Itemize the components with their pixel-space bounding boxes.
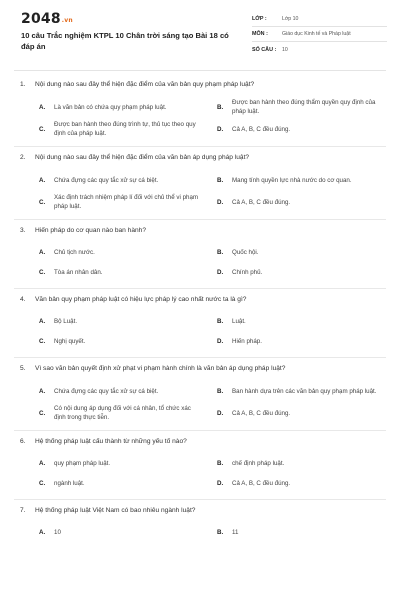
answer-option[interactable] xyxy=(217,262,395,282)
question-text xyxy=(20,80,386,96)
answer-options xyxy=(39,380,386,424)
question-text xyxy=(20,226,386,242)
question-block xyxy=(0,506,400,542)
question-text xyxy=(20,437,386,453)
question-prompt: Văn bản quy phạm pháp luật có hiệu lực pháp lý cao nhất nước ta là gì? xyxy=(35,296,247,303)
answer-option[interactable] xyxy=(39,331,217,351)
option-letter: D. xyxy=(217,198,224,206)
option-letter: A. xyxy=(39,248,46,256)
question-prompt: Nội dung nào sau đây thể hiện đặc điểm của văn bản áp dụng pháp luật? xyxy=(35,154,250,161)
option-text: Luật. xyxy=(232,317,246,325)
option-letter: C. xyxy=(39,409,46,417)
option-text: Cả A, B, C đều đúng. xyxy=(232,479,291,487)
answer-option[interactable] xyxy=(217,331,395,351)
question-number: 6. xyxy=(20,438,26,445)
answer-option[interactable] xyxy=(217,522,395,542)
answer-option[interactable] xyxy=(39,191,217,213)
option-text: Là văn bản có chứa quy phạm pháp luật. xyxy=(54,103,167,111)
question-prompt: Nội dung nào sau đây thể hiện đặc điểm của văn bản quy phạm pháp luật? xyxy=(35,81,255,88)
question-prompt: Hệ thống pháp luật Việt Nam có bao nhiêu ngành luật? xyxy=(35,507,196,514)
meta-key: LỚP : xyxy=(252,16,267,22)
answer-option[interactable] xyxy=(39,242,217,262)
question-block xyxy=(0,437,400,493)
option-text: Mang tính quyền lực nhà nước do cơ quan. xyxy=(232,176,352,184)
question-block xyxy=(0,80,400,140)
option-letter: D. xyxy=(217,125,224,133)
page-title: 10 câu Trắc nghiệm KTPL 10 Chân trời sáng tạo Bài 18 có đáp án xyxy=(21,31,229,51)
option-text: chế định pháp luật. xyxy=(232,459,285,467)
option-text: Cả A, B, C đều đúng. xyxy=(232,125,291,133)
meta-row-question-count xyxy=(252,42,387,57)
answer-options xyxy=(39,311,386,351)
answer-option[interactable] xyxy=(217,311,395,331)
option-letter: C. xyxy=(39,337,46,345)
option-text: Có nội dung áp dụng đối với cá nhân, tổ chức xác định trong thực tiễn. xyxy=(54,405,191,421)
answer-option[interactable] xyxy=(217,453,395,473)
option-letter: A. xyxy=(39,103,46,111)
option-letter: D. xyxy=(217,409,224,417)
answer-option[interactable] xyxy=(39,453,217,473)
question-block xyxy=(0,295,400,351)
option-text: Tòa án nhân dân. xyxy=(54,268,103,276)
option-letter: A. xyxy=(39,387,46,395)
answer-option[interactable] xyxy=(39,402,217,424)
answer-option[interactable] xyxy=(217,118,395,140)
question-number: 2. xyxy=(20,154,26,161)
question-divider xyxy=(14,288,386,289)
option-letter: C. xyxy=(39,479,46,487)
question-number: 3. xyxy=(20,227,26,234)
answer-options xyxy=(39,242,386,282)
option-text: Cả A, B, C đều đúng. xyxy=(232,409,291,417)
meta-key: MÔN : xyxy=(252,31,268,37)
option-letter: A. xyxy=(39,528,46,536)
option-letter: B. xyxy=(217,176,224,184)
option-letter: A. xyxy=(39,317,46,325)
answer-option[interactable] xyxy=(39,380,217,402)
option-letter: C. xyxy=(39,125,46,133)
answer-option[interactable] xyxy=(39,262,217,282)
option-letter: B. xyxy=(217,387,224,395)
option-text: 11 xyxy=(232,528,239,536)
option-text: Ban hành dựa trên các văn bản quy phạm pháp luật. xyxy=(232,387,377,395)
question-block xyxy=(0,153,400,213)
meta-value: Giáo dục Kinh tế và Pháp luật xyxy=(282,31,351,37)
answer-option[interactable] xyxy=(217,191,395,213)
question-text xyxy=(20,364,386,380)
answer-option[interactable] xyxy=(39,96,217,118)
answer-option[interactable] xyxy=(217,169,395,191)
quiz-meta-table xyxy=(252,12,387,57)
option-text: 10 xyxy=(54,528,61,536)
question-number: 5. xyxy=(20,365,26,372)
question-text xyxy=(20,506,386,522)
answer-options xyxy=(39,522,386,542)
option-text: quy phạm pháp luật. xyxy=(54,459,111,467)
option-letter: A. xyxy=(39,459,46,467)
meta-value: 10 xyxy=(282,46,288,53)
answer-option[interactable] xyxy=(217,402,395,424)
option-letter: C. xyxy=(39,268,46,276)
question-block xyxy=(0,364,400,424)
answer-option[interactable] xyxy=(39,522,217,542)
question-list xyxy=(0,80,400,542)
question-divider xyxy=(14,499,386,500)
question-text xyxy=(20,153,386,169)
option-letter: D. xyxy=(217,268,224,276)
meta-value: Lớp 10 xyxy=(282,16,299,22)
site-logo[interactable]: 2048.vn xyxy=(21,11,73,27)
answer-option[interactable] xyxy=(217,96,395,118)
option-text: Quốc hội. xyxy=(232,248,259,256)
option-letter: B. xyxy=(217,317,224,325)
option-letter: B. xyxy=(217,459,224,467)
answer-option[interactable] xyxy=(39,311,217,331)
option-letter: C. xyxy=(39,198,46,206)
option-letter: B. xyxy=(217,248,224,256)
question-prompt: Hiến pháp do cơ quan nào ban hành? xyxy=(35,227,147,234)
question-block xyxy=(0,226,400,282)
question-number: 7. xyxy=(20,507,26,514)
answer-option[interactable] xyxy=(217,380,395,402)
option-letter: B. xyxy=(217,528,224,536)
answer-option[interactable] xyxy=(217,242,395,262)
question-text xyxy=(20,295,386,311)
option-text: Chính phủ. xyxy=(232,268,263,276)
option-text: Bộ Luật. xyxy=(54,317,78,325)
question-number: 4. xyxy=(20,296,26,303)
meta-row-subject xyxy=(252,27,387,42)
option-text: Chủ tịch nước. xyxy=(54,248,95,256)
answer-options xyxy=(39,169,386,213)
question-divider xyxy=(14,430,386,431)
answer-option[interactable] xyxy=(217,473,395,493)
option-text: Được ban hành theo đúng trình tự, thủ tục theo quy định của pháp luật. xyxy=(54,121,196,137)
answer-option[interactable] xyxy=(39,473,217,493)
question-divider xyxy=(14,219,386,220)
option-text: Được ban hành theo đúng thẩm quyền quy định của pháp luật. xyxy=(232,99,376,115)
answer-option[interactable] xyxy=(39,169,217,191)
answer-option[interactable] xyxy=(39,118,217,140)
option-text: Cả A, B, C đều đúng. xyxy=(232,198,291,206)
answer-options xyxy=(39,453,386,493)
meta-row-grade xyxy=(252,12,387,27)
option-letter: A. xyxy=(39,176,46,184)
document-header xyxy=(0,0,400,70)
option-letter: D. xyxy=(217,479,224,487)
question-divider xyxy=(14,357,386,358)
option-letter: B. xyxy=(217,103,224,111)
option-letter: D. xyxy=(217,337,224,345)
option-text: Xác định trách nhiệm pháp lí đối với chủ thể vi phạm pháp luật. xyxy=(54,194,199,210)
answer-options xyxy=(39,96,386,140)
question-number: 1. xyxy=(20,81,26,88)
option-text: ngành luật. xyxy=(54,479,85,487)
question-prompt: Vì sao văn bản quyết định xử phạt vi phạm hành chính là văn bản áp dụng pháp luật? xyxy=(35,365,286,372)
option-text: Chứa đựng các quy tắc xử sự cá biệt. xyxy=(54,176,159,184)
option-text: Chứa đựng các quy tắc xử sự cá biệt. xyxy=(54,387,159,395)
meta-key: SỐ CÂU : xyxy=(252,46,277,53)
option-text: Nghị quyết. xyxy=(54,337,86,345)
question-prompt: Hệ thống pháp luật cấu thành từ những yếu tố nào? xyxy=(35,438,187,445)
option-text: Hiến pháp. xyxy=(232,337,262,345)
question-divider xyxy=(14,146,386,147)
header-divider xyxy=(14,70,386,71)
